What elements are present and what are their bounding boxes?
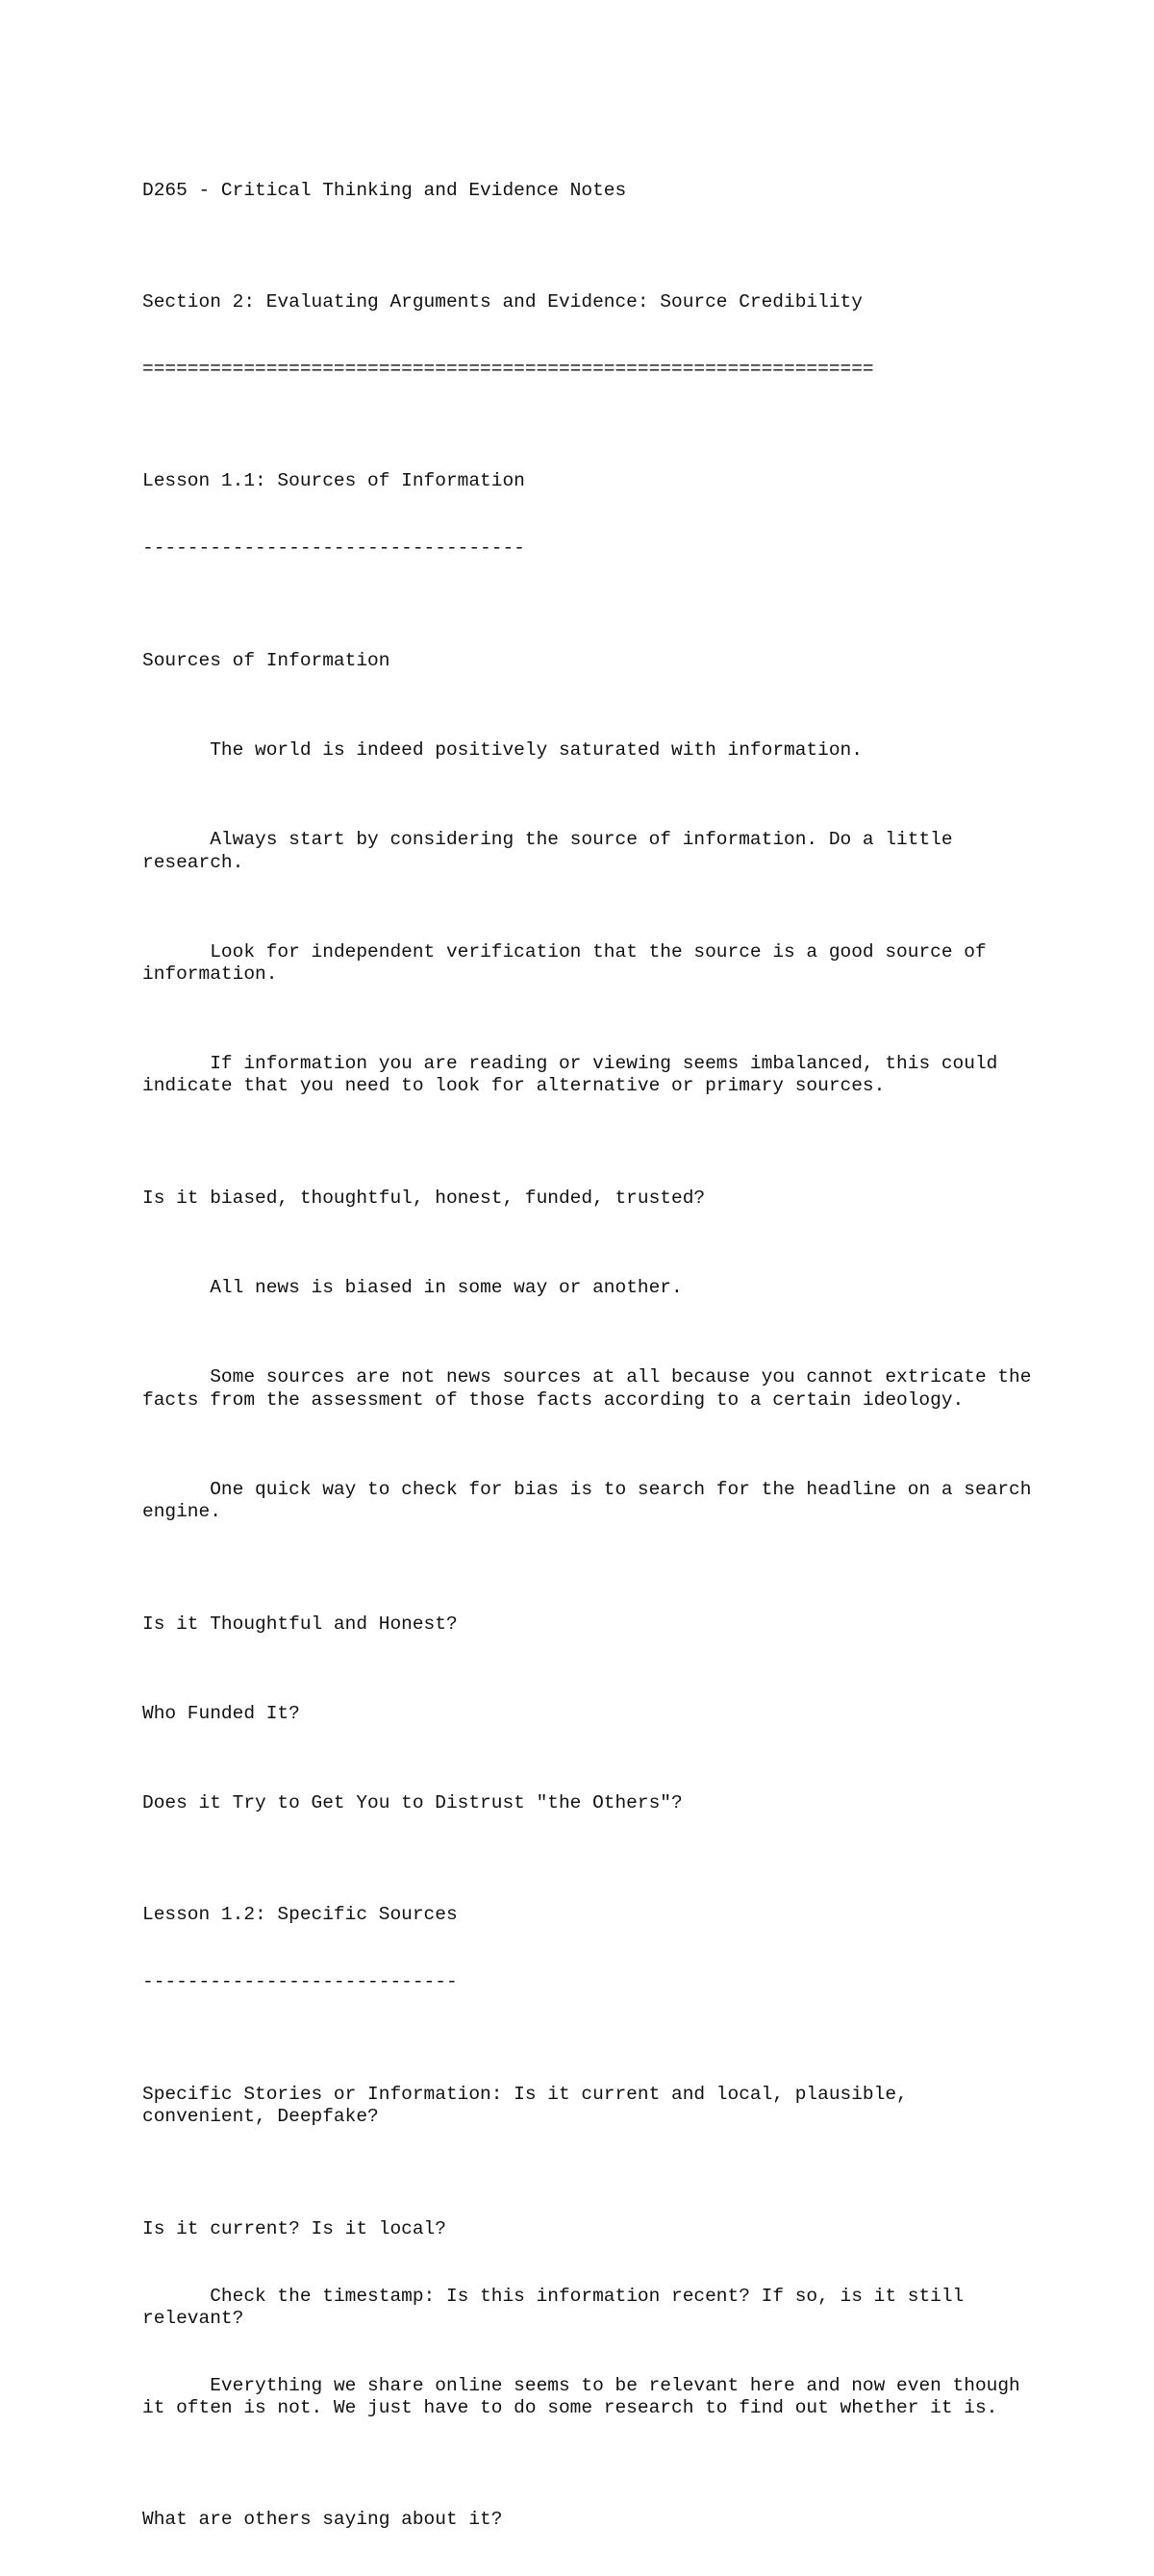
lesson-1-1-heading: Lesson 1.1: Sources of Information [142, 470, 525, 492]
lesson-1-1-rule: ---------------------------------- [142, 538, 525, 560]
section-heading: Section 2: Evaluating Arguments and Evidence: Source Credibility [142, 291, 863, 313]
paragraph: Everything we share online seems to be relevant here and now even though it often is not. We just have to do some research to find out whether it is. [142, 2374, 1032, 2418]
funded-question: Who Funded It? [142, 1702, 300, 1724]
distrust-question: Does it Try to Get You to Distrust "the Others"? [142, 1791, 683, 1813]
others-question: What are others saying about it? [142, 2509, 503, 2531]
paragraph: Some sources are not news sources at all because you cannot extricate the facts from the assessment of those facts according to a certain ideology. [142, 1366, 1043, 1411]
current-heading: Is it current? Is it local? [142, 2217, 446, 2239]
paragraph: All news is biased in some way or another. [142, 1277, 683, 1299]
paragraph: The world is indeed positively saturated with information. [142, 739, 863, 762]
paragraph: One quick way to check for bias is to search for the headline on a search engine. [142, 1478, 1043, 1523]
paragraph: Check the timestamp: Is this information recent? If so, is it still relevant? [142, 2285, 975, 2329]
document-title: D265 - Critical Thinking and Evidence Notes [142, 179, 627, 201]
sources-heading: Sources of Information [142, 649, 390, 671]
specific-heading: Specific Stories or Information: Is it current and local, plausible, convenient, Deepfake? [142, 2083, 919, 2128]
document-page [142, 135, 1043, 2576]
section-rule: ================================================================= [142, 358, 874, 380]
paragraph: Always start by considering the source of information. Do a little research. [142, 829, 965, 873]
lesson-1-2-rule: ---------------------------- [142, 1971, 458, 1993]
paragraph: If information you are reading or viewing seems imbalanced, this could indicate that you need to look for alternative or primary sources. [142, 1053, 1010, 1097]
paragraph: Look for independent verification that the source is a good source of information. [142, 940, 998, 985]
bias-heading: Is it biased, thoughtful, honest, funded, trusted? [142, 1187, 706, 1209]
lesson-1-2-heading: Lesson 1.2: Specific Sources [142, 1904, 458, 1926]
thoughtful-question: Is it Thoughtful and Honest? [142, 1613, 458, 1635]
